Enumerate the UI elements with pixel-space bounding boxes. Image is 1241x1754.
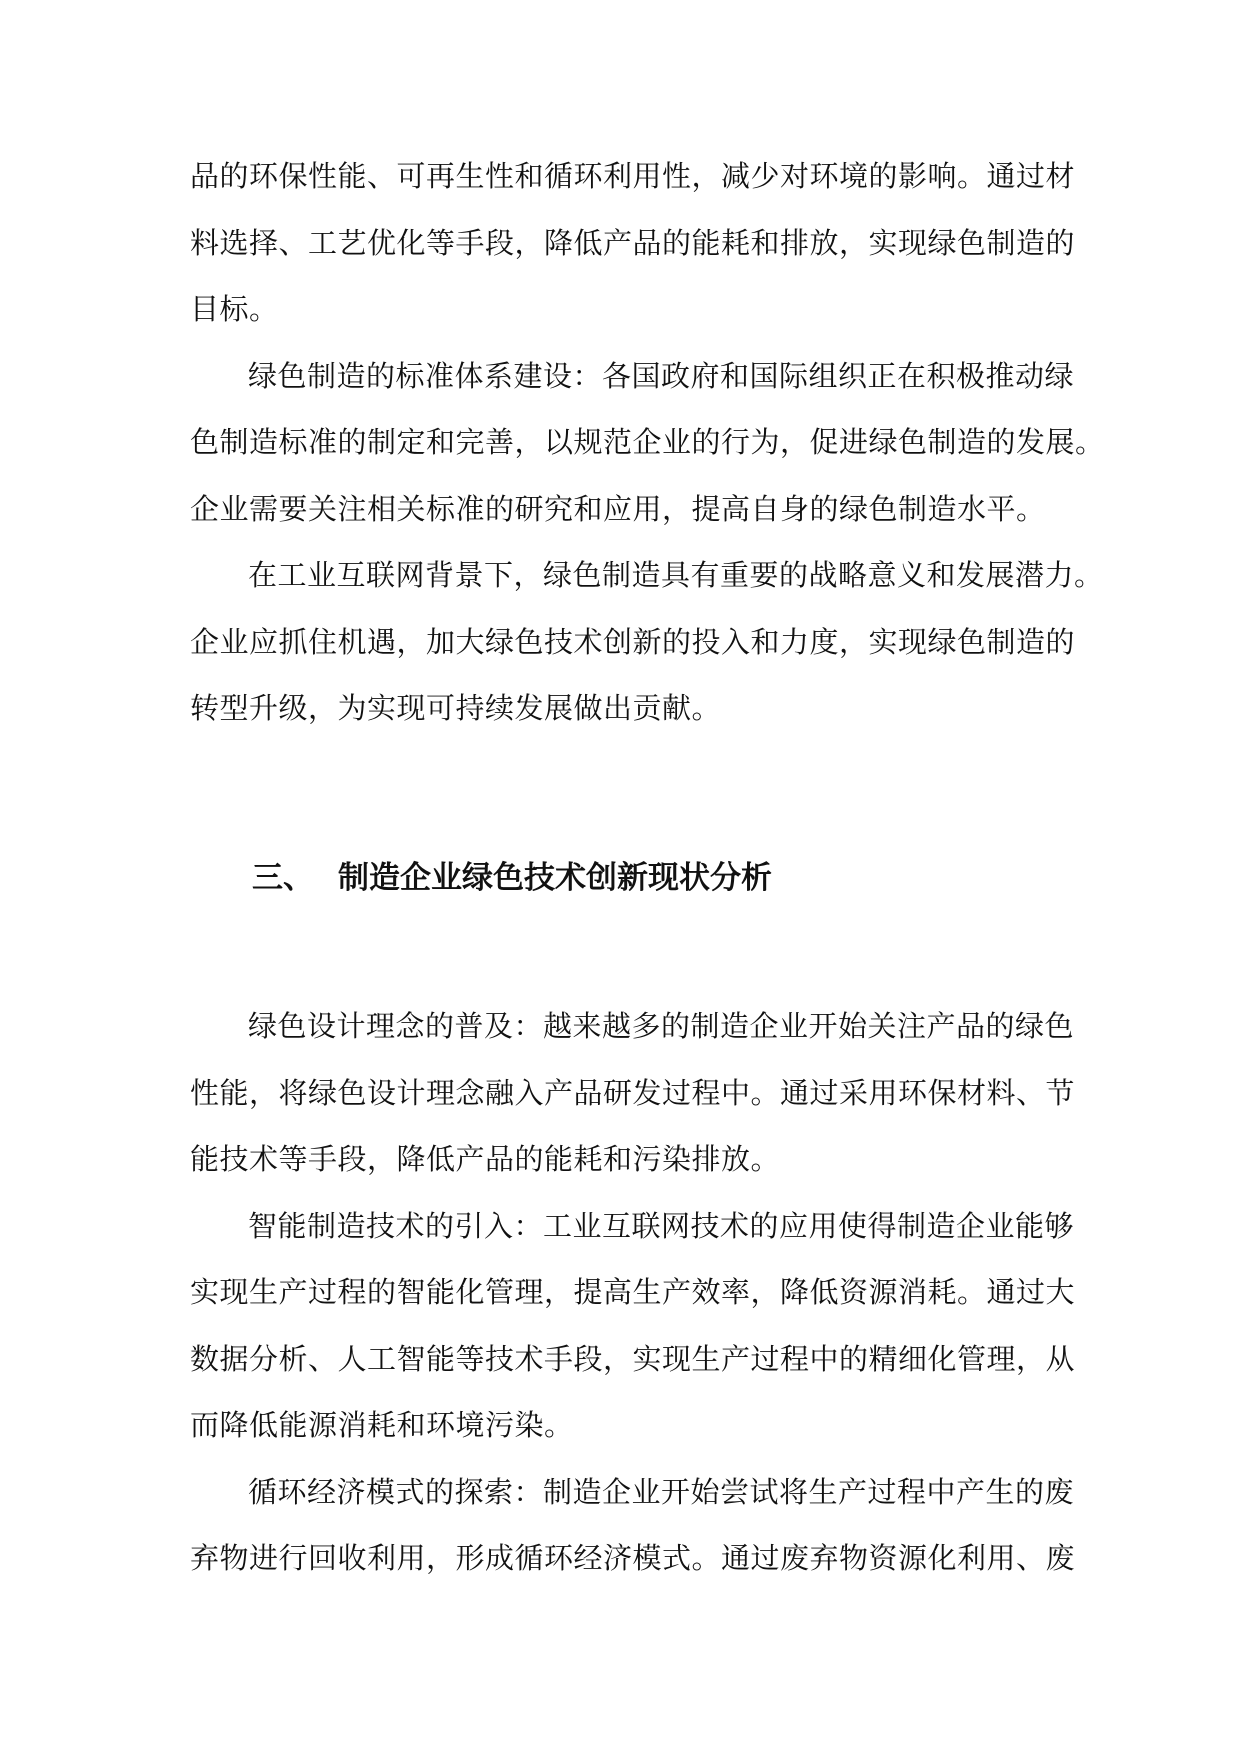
paragraph-line: 绿色制造的标准体系建设：各国政府和国际组织正在积极推动绿 (248, 358, 1075, 393)
paragraph-line: 在工业互联网背景下，绿色制造具有重要的战略意义和发展潜力。 (248, 558, 1104, 592)
paragraph-line: 性能，将绿色设计理念融入产品研发过程中。通过采用环保材料、节 (190, 1075, 1076, 1110)
section-heading (252, 858, 772, 898)
body-text-lower (190, 993, 1076, 1592)
section-title: 制造企业绿色技术创新现状分析 (338, 860, 772, 896)
paragraph-line: 品的环保性能、可再生性和循环利用性，减少对环境的影响。通过材 (190, 159, 1076, 193)
paragraph-line: 循环经济模式的探索：制造企业开始尝试将生产过程中产生的废 (248, 1474, 1075, 1509)
section-number: 三、 (252, 860, 314, 896)
paragraph-line: 而降低能源消耗和环境污染。 (190, 1408, 574, 1442)
paragraph-line: 智能制造技术的引入：工业互联网技术的应用使得制造企业能够 (248, 1208, 1075, 1243)
paragraph-line: 数据分析、人工智能等技术手段，实现生产过程中的精细化管理，从 (190, 1341, 1076, 1376)
paragraph-line: 实现生产过程的智能化管理，提高生产效率，降低资源消耗。通过大 (190, 1275, 1076, 1309)
paragraph-line: 转型升级，为实现可持续发展做出贡献。 (190, 691, 722, 725)
paragraph-line: 企业需要关注相关标准的研究和应用，提高自身的绿色制造水平。 (190, 491, 1046, 526)
paragraph-line: 企业应抓住机遇，加大绿色技术创新的投入和力度，实现绿色制造的 (190, 624, 1076, 659)
paragraph-line: 弃物进行回收利用，形成循环经济模式。通过废弃物资源化利用、废 (190, 1541, 1076, 1575)
paragraph-line: 目标。 (190, 292, 279, 326)
paragraph-line: 料选择、工艺优化等手段，降低产品的能耗和排放，实现绿色制造的 (190, 225, 1076, 260)
paragraph-line: 绿色设计理念的普及：越来越多的制造企业开始关注产品的绿色 (248, 1009, 1075, 1043)
paragraph-line: 色制造标准的制定和完善，以规范企业的行为，促进绿色制造的发展。 (190, 425, 1105, 459)
body-text-upper (190, 143, 1105, 742)
paragraph-line: 能技术等手段，降低产品的能耗和污染排放。 (190, 1142, 781, 1176)
